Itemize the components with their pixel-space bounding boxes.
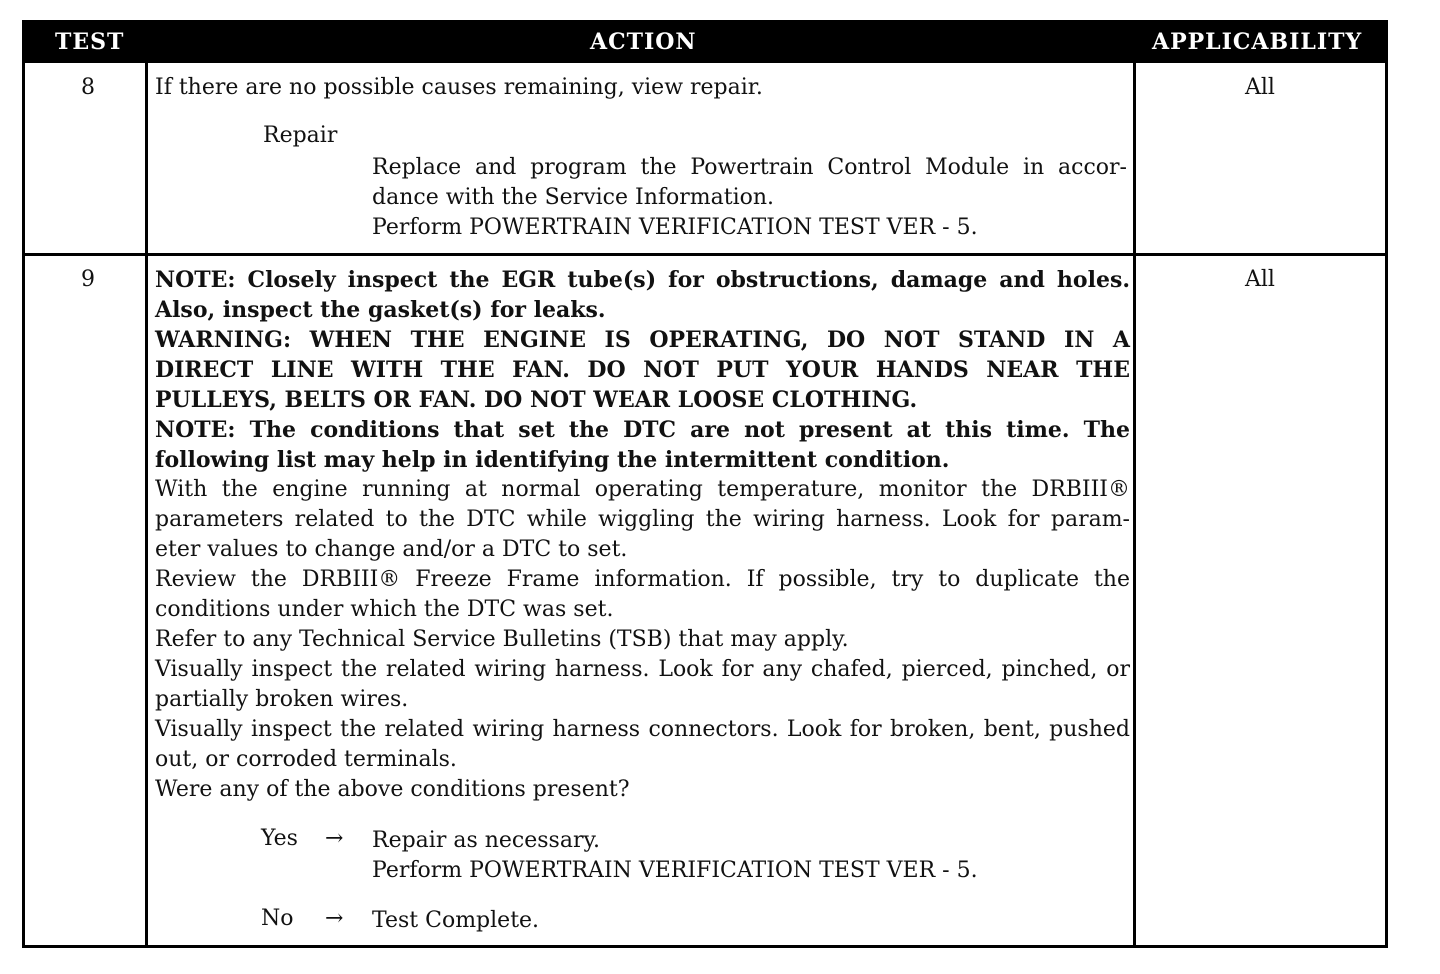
warning-line: DIRECT LINE WITH THE FAN. DO NOT PUT YOUR HANDS NEAR THE	[155, 357, 1130, 383]
action-line: conditions under which the DTC was set.	[155, 597, 614, 622]
no-line: Test Complete.	[372, 908, 540, 933]
repair-label: Repair	[263, 123, 338, 148]
action-line: out, or corroded terminals.	[155, 747, 457, 772]
action-line: Review the DRBIII® Freeze Frame information. If possible, try to duplicate the	[155, 567, 1130, 592]
table-header	[25, 23, 1385, 63]
header-test: TEST	[55, 29, 125, 55]
row-8-applicability: All	[1245, 75, 1275, 100]
note-line: following list may help in identifying the intermittent condition.	[155, 447, 950, 473]
diagnostic-table	[22, 20, 1388, 948]
action-line: parameters related to the DTC while wiggling the wiring harness. Look for param-	[155, 507, 1130, 532]
row-8-test-number: 8	[81, 75, 95, 100]
repair-line: Replace and program the Powertrain Control Module in accor-	[372, 155, 1127, 180]
action-line: If there are no possible causes remaining, view repair.	[155, 75, 763, 100]
header-action: ACTION	[590, 29, 697, 55]
row-8-action	[155, 73, 1130, 103]
repair-text	[372, 153, 1127, 243]
header-applicability: APPLICABILITY	[1152, 29, 1363, 55]
yes-result	[372, 826, 1127, 886]
yes-label: Yes	[261, 826, 298, 851]
row-9-test-number: 9	[81, 267, 95, 292]
action-line: Refer to any Technical Service Bulletins (TSB) that may apply.	[155, 627, 849, 652]
action-line: Were any of the above conditions present?	[155, 777, 630, 802]
column-divider	[1133, 63, 1136, 945]
yes-line: Repair as necessary.	[372, 828, 600, 853]
column-divider	[145, 63, 148, 945]
repair-line: dance with the Service Information.	[372, 185, 775, 210]
action-line: With the engine running at normal operating temperature, monitor the DRBIII®	[155, 477, 1130, 502]
action-line: eter values to change and/or a DTC to set.	[155, 537, 628, 562]
row-9-action	[155, 265, 1130, 805]
row-divider	[25, 253, 1385, 256]
action-line: Visually inspect the related wiring harness. Look for any chafed, pierced, pinched, or	[155, 657, 1130, 682]
note-line: NOTE: The conditions that set the DTC are not present at this time. The	[155, 417, 1130, 443]
repair-line: Perform POWERTRAIN VERIFICATION TEST VER - 5.	[372, 215, 978, 240]
warning-line: PULLEYS, BELTS OR FAN. DO NOT WEAR LOOSE CLOTHING.	[155, 387, 918, 413]
action-line: Visually inspect the related wiring harness connectors. Look for broken, bent, pushed	[155, 717, 1130, 742]
yes-line: Perform POWERTRAIN VERIFICATION TEST VER - 5.	[372, 858, 978, 883]
note-line: Also, inspect the gasket(s) for leaks.	[155, 297, 606, 323]
no-arrow-icon: →	[325, 906, 344, 931]
note-line: NOTE: Closely inspect the EGR tube(s) for obstructions, damage and holes.	[155, 267, 1130, 293]
action-line: partially broken wires.	[155, 687, 409, 712]
row-9-applicability: All	[1245, 267, 1275, 292]
warning-line: WARNING: WHEN THE ENGINE IS OPERATING, DO NOT STAND IN A	[155, 327, 1130, 353]
yes-arrow-icon: →	[325, 826, 344, 851]
no-label: No	[261, 906, 294, 931]
no-result	[372, 906, 1127, 936]
